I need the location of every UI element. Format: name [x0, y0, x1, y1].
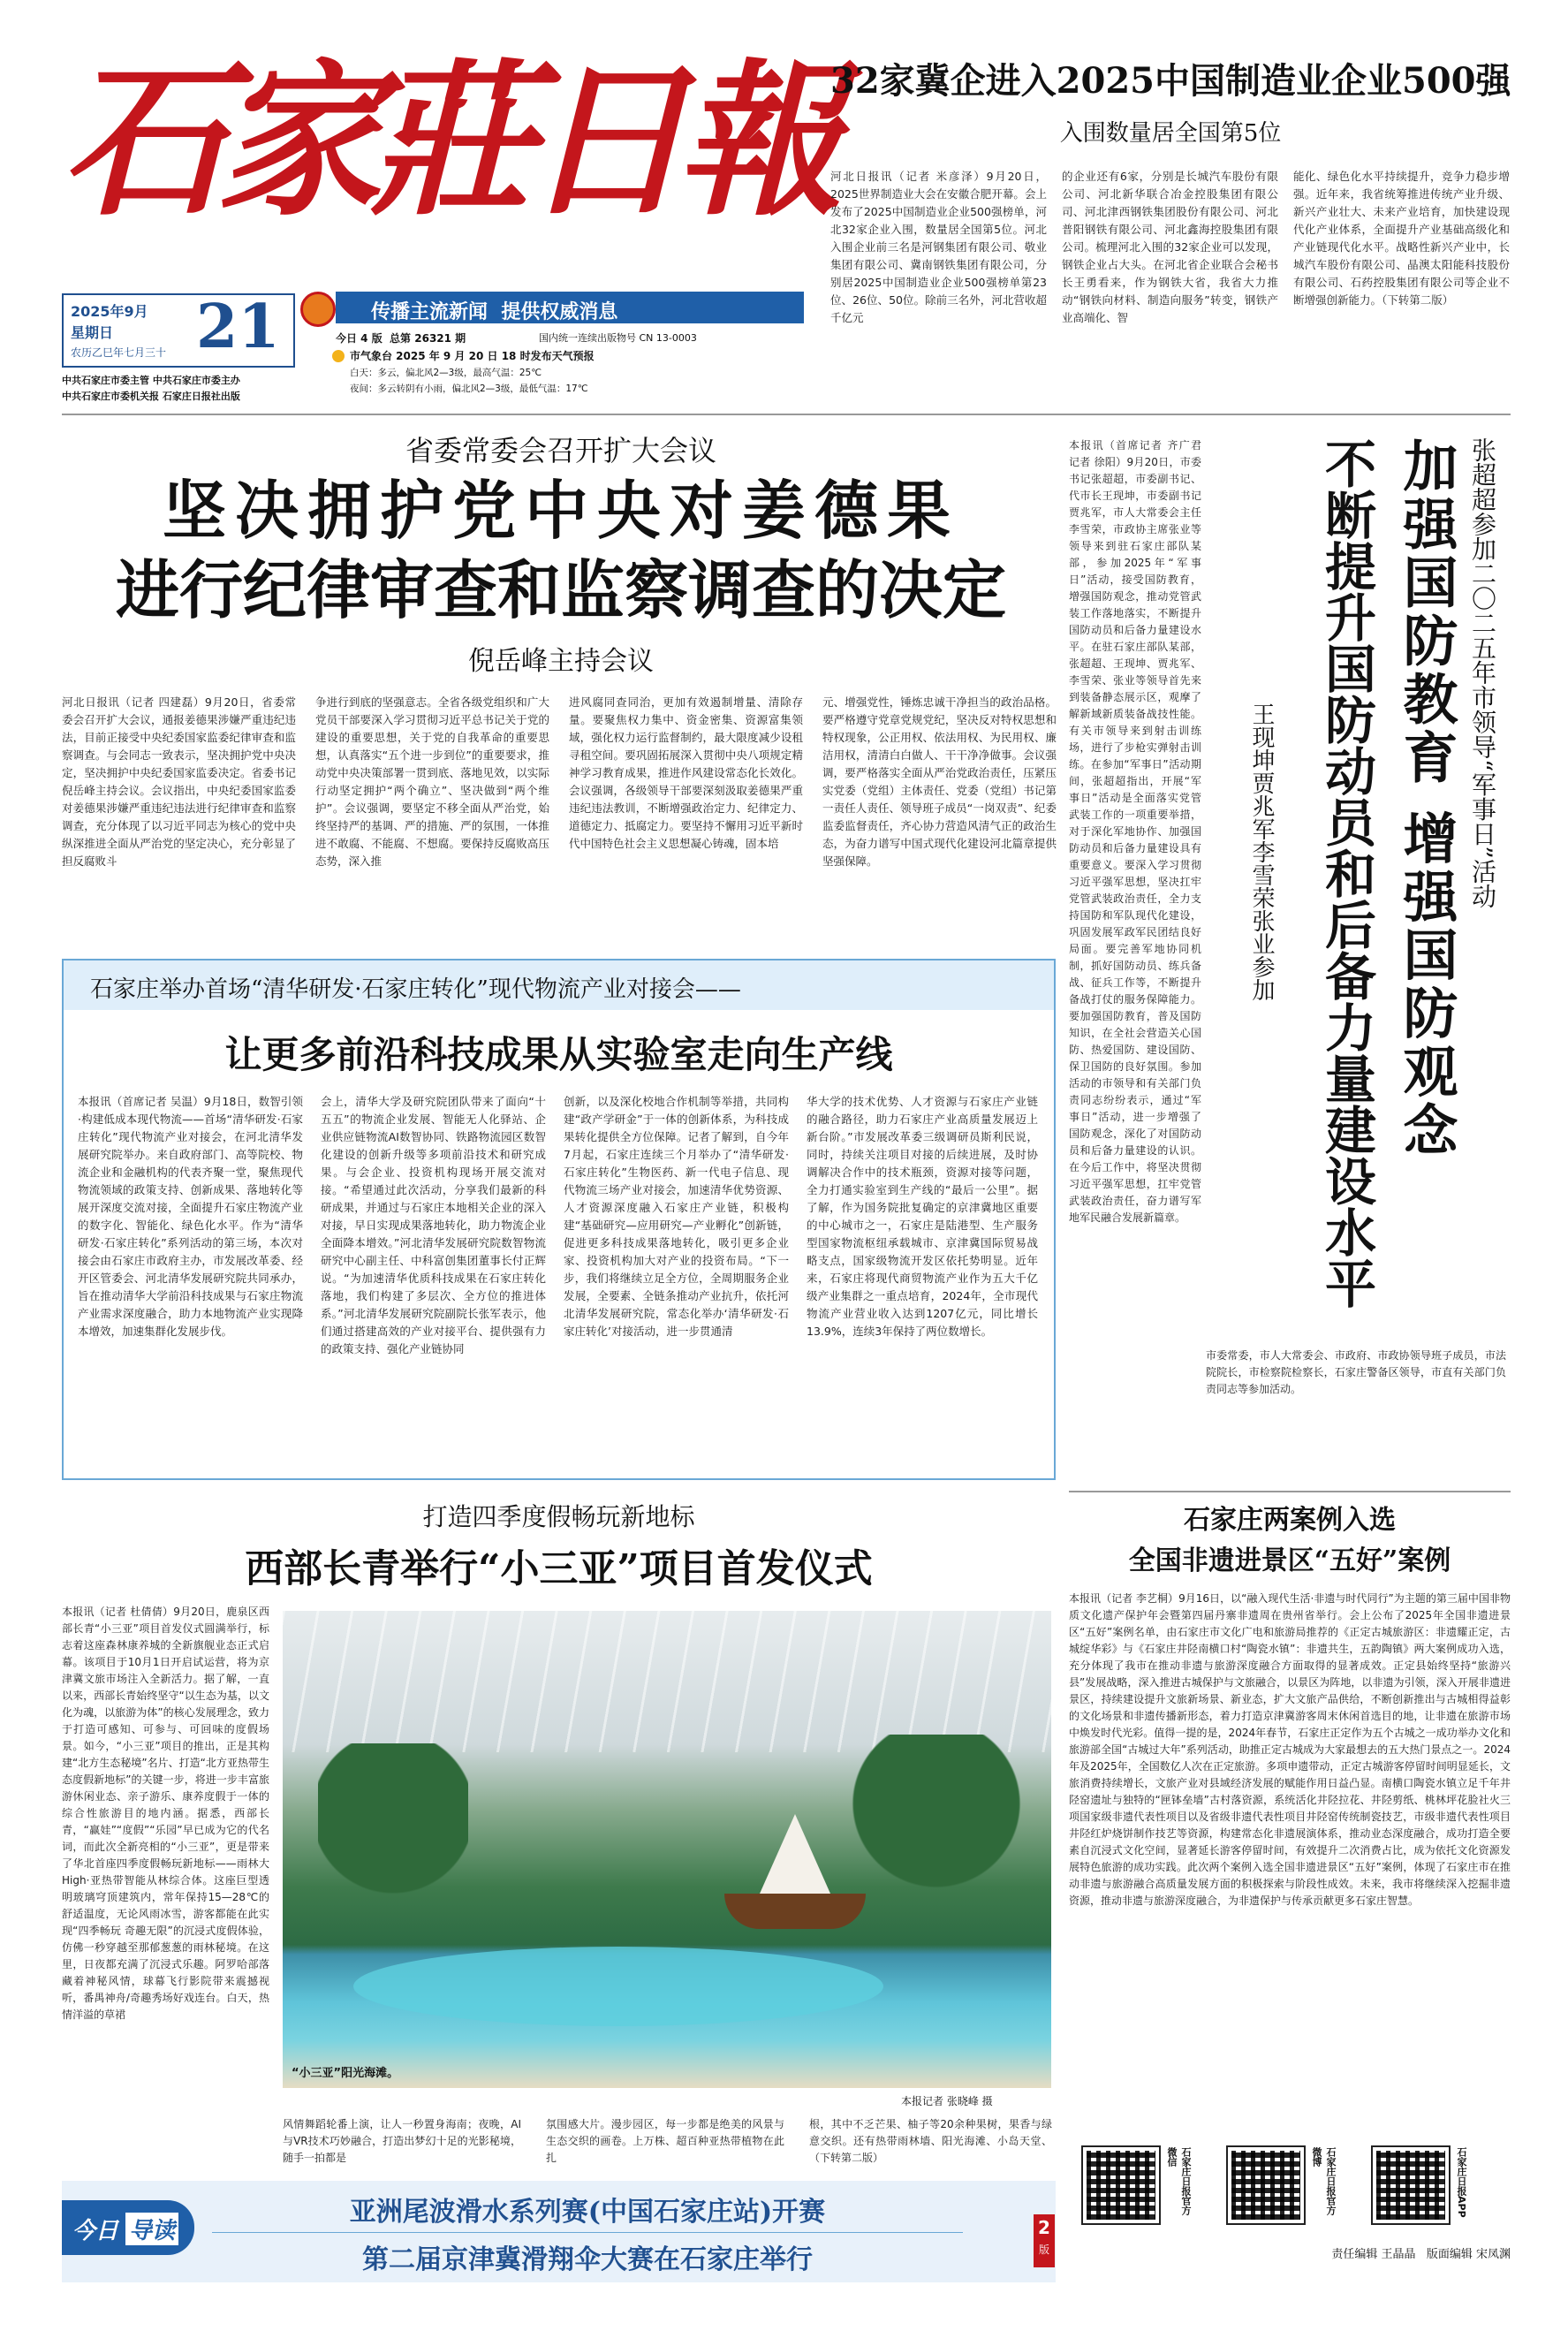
- lead-story: [62, 420, 1060, 941]
- guide-item-1[interactable]: 亚洲尾波滑水系列赛(中国石家庄站)开赛: [349, 2197, 826, 2228]
- resort-col-1: 本报讯（记者 杜倩倩）9月20日，鹿泉区西部长青“小三亚”项目首发仪式圆满举行，标志着这座森林康养城的全新旗舰业态正式启幕。该项目于10月1日开启试运营，将为京津冀文旅市场注入全新活力。据了解，一直以来，西部长青始终坚守“以生态为基，以文化为魂，以旅游为体”的核心发展理念，致力于打造可感知、可参与、可回味的度假场景。如今，“小三亚”项目的推出，正是其构建“北方生态秘境”名片、打造“北方亚热带生态度假新地标”的关键一步，将进一步丰富旅游休闲业态、亲子游乐、康养度假于一体的综合性旅游目的地内涵。据悉，西部长青，“赢娃”“度假”“乐园”早已成为它的代名词，而此次全新亮相的“小三亚”，更是带来了华北首座四季度假畅玩新地标——雨林大High·亚热带智能从林综合体。这座巨型透明玻璃穹顶建筑内，常年保持15—28℃的舒适温度，无论风雨冰雪，游客都能在此实现“四季畅玩 奇趣无限”的沉浸式度假体验，仿佛一秒穿越至那郁葱葱的雨林秘境。在这里，日夜都充满了沉浸式乐趣。阿罗哈部落藏着神秘风情，球幕飞行影院带来震撼视听，番禺神舟/奇趣秀场好戏连台。白天，热情洋溢的草裙: [62, 1606, 269, 2021]
- masthead-title: 石家莊日報: [62, 43, 830, 239]
- heritage-story: [1069, 1498, 1511, 2275]
- slogan-text: 传播主流新闻 提供权威消息: [371, 300, 618, 323]
- guide-label-box: [62, 2200, 194, 2255]
- qr-label-weibo: 石家庄日报官方微博: [1311, 2147, 1337, 2215]
- lead-col-3: 进风腐同查同治，更加有效遏制增量、清除存量。要聚焦权力集中、资金密集、资源富集领域，强化权力运行监督制约，最大限度减少设租寻租空间。要巩固拓展深入贯彻中央八项规定精神学习教育成果，推进作风建设常态化长效化。会议强调，各级领导干部要深刻汲取姜德果严重违纪违法教训，不断增强政治定力、纪律定力、道德定力、抵腐定力。要坚持不懈用习近平新时代中国特色社会主义思想凝心铸魂，固本培: [569, 695, 803, 850]
- defense-kicker: 张超超参加二〇二五年市领导“军事日”活动: [1468, 437, 1497, 908]
- dome-roof: [283, 1611, 1051, 1752]
- qr-label-app: 石家庄日报APP: [1456, 2147, 1467, 2218]
- lead-title-1: 坚决拥护党中央对姜德果: [162, 473, 959, 548]
- sponsor-line-1: 中共石家庄市委主管 中共石家庄市委主办: [62, 375, 240, 386]
- heritage-body: 本报讯（记者 李艺桐）9月16日，以“融入现代生活·非遗与时代同行”为主题的第三届中国非物质文化遗产保护年会暨第四届丹寨非遗周在贵州省举行。会上公布了2025年全国非遗进景区“五好”案例名单，由石家庄市文化广电和旅游局推荐的《正定古城旅游区：非遗耀正定，古城绽华彩》与《石家庄井陉南横口村“陶瓷水镇”：非遗共生，五韵陶镇》两大案例成功入选，充分体现了我市在推动非遗与旅游深度融合方面取得的显著成效。正定县始终坚持“旅游兴县”发展战略，深入推进古城保护与文旅融合，以景区为阵地，以非遗为引领，深入开展非遗进景区，持续建设提升文旅新场景、新业态，扩大文旅产品供给，不断创新推出与古城相得益彰的文化场景和非遗传播新形态，着力打造京津冀游客周末休闲首选目的地，让非遗在旅游市场中焕发时代光彩。值得一提的是，2024年春节，石家庄正定作为五个古城之一成功举办文化和旅游部全国“古城过大年”系列活动，助推正定古城成为大家最想去的五大热门景点之一。2024年及2025年，全国数亿人次在正定旅游。多项申遗带动，正定古城游客停留时间明显延长，文旅消费持续增长，文旅产业对县域经济发展的赋能作用日益凸显。南横口陶瓷水镇立足千年井陉窑遗址与独特的“匣钵垒墙”古村落资源，系统活化井陉拉花、井陉剪纸、桃林坪花脸社火三项国家级非遗代表性项目以及省级非遗代表性项目井陉窑传统制瓷技艺，市级非遗代表性项目井陉红炉烧饼制作技艺等资源，构建常态化非遗展演体系，推动业态深度融合，成功打造全要素自沉浸式文化空间，显著延长游客停留时间，有效提升二次消费占比，成为依托文化资源发展特色旅游的成功实践。此次两个案例入选全国非遗进景区“五好”案例，体现了石家庄市在推动非遗与旅游融合高质量发展方面的积极探索与阶段性成效。未来，我市将继续深入挖掘非遗资源，推动非遗与旅游深度融合，为非遗保护与传承贡献更多石家庄智慧。: [1069, 1592, 1511, 1907]
- resort-title: 西部长青举行“小三亚”项目首发仪式: [245, 1546, 873, 1591]
- top-story-col-2: 的企业还有6家，分别是长城汽车股份有限公司、河北新华联合冶金控股集团有限公司、河北津西钢铁集团股份有限公司、河北普阳钢铁有限公司、河北鑫海控股集团有限公司。梳理河北入围的32家企业可以发现，钢铁企业占大头。在河北省企业联合会秘书长王勇看来，作为钢铁大省，我省大力推动“钢铁向材料、制造向服务”转变，钢铁产业高端化、智: [1062, 170, 1278, 324]
- weather-night: 夜间：多云转阴有小雨，偏北风2—3级，最低气温：17℃: [350, 383, 588, 394]
- masthead: [62, 35, 830, 406]
- boxed-title: 让更多前沿科技成果从实验室走向生产线: [224, 1033, 893, 1076]
- defense-body-col: 本报讯（首席记者 齐广君 记者 徐阳）9月20日，市委书记张超超，市委副书记、代市长王现坤，市委副书记贾兆军，市人大常委会主任李雪荣，市政协主席张业等领导来到驻石家庄部队某部，参加2025年“军事日”活动，接受国防教育，增强国防观念，推动党管武装工作落地落实，不断提升国防动员和后备力量建设水平。在驻石家庄部队某部，张超超、王现坤、贾兆军、李雪荣、张业等领导首先来到装备静态展示区，观摩了解新域新质装备战技性能。有关市领导来到射击训练场，进行了步枪实弹射击训练。在参加“军事日”活动期间，张超超指出，开展“军事日”活动是全面落实党管武装工作的一项重要举措，对于深化军地协作、加强国防动员和后备力量建设具有重要意义。要深入学习贯彻习近平强军思想，坚决扛牢党管武装政治责任，全力支持国防和军队现代化建设，巩固发展军政军民团结良好局面。要完善军地协同机制，抓好国防动员、练兵备战、征兵工作等，不断提升备战打仗的服务保障能力。要加强国防教育，普及国防知识，在全社会营造关心国防、热爱国防、建设国防、保卫国防的良好氛围。参加活动的市领导和有关部门负责同志纷纷表示，通过“军事日”活动，进一步增强了国防观念，深化了对国防动员和后备力量建设的认识。在今后工作中，将坚决贯彻习近平强军思想，扛牢党管武装政治责任，奋力谱写军地军民融合发展新篇章。: [1069, 439, 1201, 1224]
- ship-hull: [724, 1894, 866, 1929]
- lead-col-1: 河北日报讯（记者 四建磊）9月20日，省委常委会召开扩大会议，通报姜德果涉嫌严重违纪违法，目前正接受中央纪委国家监委纪律审查和监察调查。与会同志一致表示，坚决拥护党中央决定，坚决拥护中央纪委国家监委决定。省委书记倪岳峰主持会议。会议指出，中央纪委国家监委对姜德果涉嫌严重违纪违法进行纪律审查和监察调查，充分体现了以习近平同志为核心的党中央纵深推进全面从严治党的坚定决心，充分彰显了担反腐败斗: [62, 695, 296, 868]
- page-number: 2: [1038, 2217, 1050, 2238]
- defense-story: [1069, 420, 1511, 1480]
- top-story: [830, 35, 1511, 406]
- boxed-col-3: 创新，以及深化校地合作机制等举措，共同构建“政产学研金”于一体的创新体系，为科技成果转化提供全方位保障。记者了解到，自今年7月起，石家庄连续三个月举办了“清华研发·石家庄转化”生物医药、新一代电子信息、现代物流三场产业对接会，加速清华优势资源、人才资源深度融入石家庄产业链，积极构建“基础研究—应用研究—产业孵化”创新链，促进更多科技成果落地转化，吸引更多企业家、投资机构加大对产业的投资布局。“下一步，我们将继续立足全方位，全周期服务企业发展，全要素、全链条推动产业抗升，依托河北清华发展研究院，常态化举办‘清华研发·石家庄转化’对接活动，进一步贯通清: [564, 1095, 789, 1338]
- defense-attendees: 王现坤贾兆军李雪荣张业参加: [1248, 702, 1275, 1001]
- resort-story: [62, 1498, 1056, 2169]
- cn-number: 国内统一连续出版物号 CN 13-0003: [539, 332, 697, 344]
- masthead-logo-icon: [300, 292, 336, 327]
- page-badge[interactable]: [1034, 2214, 1055, 2267]
- lead-title-2: 进行纪律审查和监察调查的决定: [115, 552, 1006, 627]
- defense-body-2: 市委常委，市人大常委会、市政府、市政协领导班子成员，市法院院长，市检察院检察长，石家庄警备区领导，市直有关部门负责同志等参加活动。: [1206, 1349, 1506, 1395]
- lunar-text: 农历乙巳年七月三十: [71, 346, 167, 359]
- boxed-story: [62, 959, 1056, 1480]
- guide-label-1: 今日: [72, 2218, 119, 2244]
- resort-cont-2: 氛围感大片。漫步园区，每一步都是绝美的风景与生态交织的画卷。上万株、超百种亚热带植物在此扎: [546, 2118, 784, 2164]
- slogan-bar: [336, 292, 804, 323]
- photo-credit: 本报记者 张晓峰 摄: [901, 2095, 993, 2107]
- issue-info: 今日 4 版 总第 26321 期: [336, 332, 466, 345]
- top-story-title: 32家冀企进入2025中国制造业企业500强: [830, 60, 1511, 102]
- guide-label-2: 导读: [125, 2213, 178, 2245]
- date-text: 2025年9月: [71, 303, 148, 320]
- lead-kicker: 省委常委会召开扩大会议: [405, 434, 716, 467]
- top-story-col-1: 河北日报讯（记者 米彦泽）9月20日，2025世界制造业大会在安徽合肥开幕。会上发布了2025中国制造业企业500强榜单，河北32家企业入围，数量居全国第5位。河北入围企业前三名是河钢集团有限公司、敬业集团有限公司、冀南钢铁集团有限公司，分别居2025中国制造业企业500强榜单第23位、26位、50位。除前三名外，河北营收超千亿元: [830, 170, 1047, 324]
- lead-subtitle: 倪岳峰主持会议: [468, 646, 654, 677]
- page-unit: 版: [1038, 2244, 1049, 2256]
- day-number: 21: [196, 292, 280, 362]
- heritage-title-1: 石家庄两案例入选: [1184, 1505, 1396, 1536]
- resort-kicker: 打造四季度假畅玩新地标: [422, 1502, 695, 1531]
- palm-tree-left: [318, 1743, 468, 1973]
- lead-col-2: 争进行到底的坚强意志。全省各级党组织和广大党员干部要深入学习贯彻习近平总书记关于党的建设的重要思想，关于党的自我革命的重要思想，认真落实“五个进一步到位”的重要要求，推动党中央决策部署一贯到底、落地见效，以实际行动坚定拥护“两个确立”、坚决做到“两个维护”。会议强调，要坚定不移全面从严治党，始终坚持严的基调、严的措施、严的氛围，一体推进不敢腐、不能腐、不想腐。要保持反腐败高压态势，深入推: [315, 695, 549, 868]
- pirate-ship: [724, 1814, 866, 1938]
- top-story-col-3: 能化、绿色化水平持续提升，竞争力稳步增强。近年来，我省统筹推进传统产业升级、新兴产业壮大、未来产业培育，加快建设现代化产业体系，全面提升产业基础高级化和产业链现代化水平。战略性新兴产业中，长城汽车股份有限公司、晶澳太阳能科技股份有限公司、石药控股集团有限公司等企业不断增强创新能力。（下转第二版）: [1293, 170, 1510, 307]
- top-story-subtitle: 入围数量居全国第5位: [1059, 120, 1282, 147]
- palm-tree-right: [848, 1735, 1025, 1964]
- lead-col-4: 元、增强党性，锤炼忠诚干净担当的政治品格。要严格遵守党章党规党纪，坚决反对特权思想和特权现象，公正用权、依法用权、为民用权、廉洁用权，清清白白做人、干干净净做事。会议强调，要严格落实全面从严治党政治责任，压紧压实党委（党组）主体责任、党委（党组）书记第一责任人责任、领导班子成员“一岗双责”、纪委监委监督责任，齐心协力营造风清气正的政治生态，为奋力谱写中国式现代化建设河北篇章提供坚强保障。: [822, 695, 1057, 868]
- qr-label-wechat: 石家庄日报官方微信: [1166, 2147, 1192, 2215]
- boxed-col-1: 本报讯（首席记者 吴温）9月18日，数智引领·构建低成本现代物流——首场“清华研发·石家庄转化”现代物流产业对接会，在河北清华发展研究院举办。来自政府部门、高等院校、物流企业和金融机构的代表齐聚一堂，聚焦现代物流领域的政策支持、创新成果、落地转化等展开深度交流对接，全面提升石家庄物流产业的数字化、智能化、绿色化水平。作为“清华研发·石家庄转化”系列活动的第三场，本次对接会由石家庄市政府主办，市发展改革委、经开区管委会、河北清华发展研究院共同承办，旨在推动清华大学前沿科技成果与石家庄物流产业需求深度融合，助力本地物流产业实现降本增效，加速集群化发展步伐。: [78, 1095, 303, 1338]
- qr-code-weibo-icon[interactable]: [1228, 2147, 1304, 2223]
- weather-day: 白天：多云，偏北风2—3级，最高气温：25℃: [350, 368, 542, 378]
- resort-cont-3: 根，其中不乏芒果、柚子等20余种果树，果香与绿意交织。还有热带雨林墙、阳光海滩、小岛天堂、（下转第二版）: [809, 2118, 1052, 2164]
- resort-cont-1: 风情舞蹈轮番上演，让人一秒置身海南；夜晚，AI与VR技术巧妙融合，打造出梦幻十足的光影秘境，随手一拍都是: [283, 2118, 521, 2164]
- divider: [212, 2232, 963, 2233]
- weather-title: 市气象台 2025 年 9 月 20 日 18 时发布天气预报: [350, 350, 595, 362]
- qr-code-app-icon[interactable]: [1373, 2147, 1449, 2223]
- resort-photo: [283, 1611, 1051, 2088]
- sponsor-line-2: 中共石家庄市委机关报 石家庄日报社出版: [62, 391, 240, 402]
- boxed-col-2: 会上，清华大学及研究院团队带来了面向“十五五”的物流企业发展、智能无人化驿站、企业供应链物流AI数智协同、铁路物流园区数智化建设的创新升级等多项前沿技术和研究成果。与会企业、投资机构现场开展交流对接。“希望通过此次活动，分享我们最新的科研成果，并通过与石家庄本地相关企业的深入对接，早日实现成果落地转化，助力物流企业全面降本增效。”河北清华发展研究院数智物流研究中心副主任、中科富创集团董事长付正辉说。“为加速清华优质科技成果在石家庄转化落地，我们构建了多层次、全方位的推进体系。”河北清华发展研究院副院长张军表示，他们通过搭建高效的产业对接平台、提供强有力的政策支持、强化产业链协同: [321, 1095, 546, 1355]
- boxed-kicker-bar: [64, 960, 1054, 1010]
- boxed-kicker: 石家庄举办首场“清华研发·石家庄转化”现代物流产业对接会——: [90, 976, 741, 1003]
- editors-credit: 责任编辑 王晶晶 版面编辑 宋凤渊: [1331, 2248, 1511, 2261]
- weekday-text: 星期日: [71, 324, 114, 341]
- boxed-col-4: 华大学的技术优势、人才资源与石家庄产业链的融合路径，助力石家庄产业高质量发展迈上新台阶。”市发展改革委三级调研员斯利民说，同时，持续关注项目对接的后续进展，及时协调解决合作中的技术瓶颈，资源对接等问题，全力打通实验室到生产线的“最后一公里”。据了解，作为国务院批复确定的京津冀地区重要的中心城市之一，石家庄是陆港型、生产服务型国家物流枢纽承载城市、京津冀国际贸易战略支点，国家级物流开发区依托势明显。近年来，石家庄将现代商贸物流产业作为五大千亿级产业集群之一重点培育，2024年，全市现代物流产业营业收入达到1207亿元，同比增长13.9%，连续3年保持了两位数增长。: [807, 1095, 1038, 1338]
- defense-title-2: 不断提升国防动员和后备力量建设水平: [1316, 437, 1376, 1309]
- ship-sail: [760, 1814, 830, 1894]
- divider: [1069, 1491, 1511, 1492]
- divider: [62, 414, 1511, 415]
- todays-guide: [62, 2181, 1056, 2282]
- heritage-title-2: 全国非遗进景区“五好”案例: [1128, 1545, 1451, 1576]
- defense-title-1: 加强国防教育 增强国防观念: [1394, 437, 1458, 1160]
- photo-caption: “小三亚”阳光海滩。: [292, 2067, 399, 2080]
- guide-item-2[interactable]: 第二届京津冀滑翔伞大赛在石家庄举行: [362, 2244, 813, 2275]
- date-box: [62, 293, 295, 368]
- lagoon: [353, 1947, 883, 2026]
- weather-sun-icon: [332, 350, 345, 362]
- qr-code-wechat-icon[interactable]: [1083, 2147, 1159, 2223]
